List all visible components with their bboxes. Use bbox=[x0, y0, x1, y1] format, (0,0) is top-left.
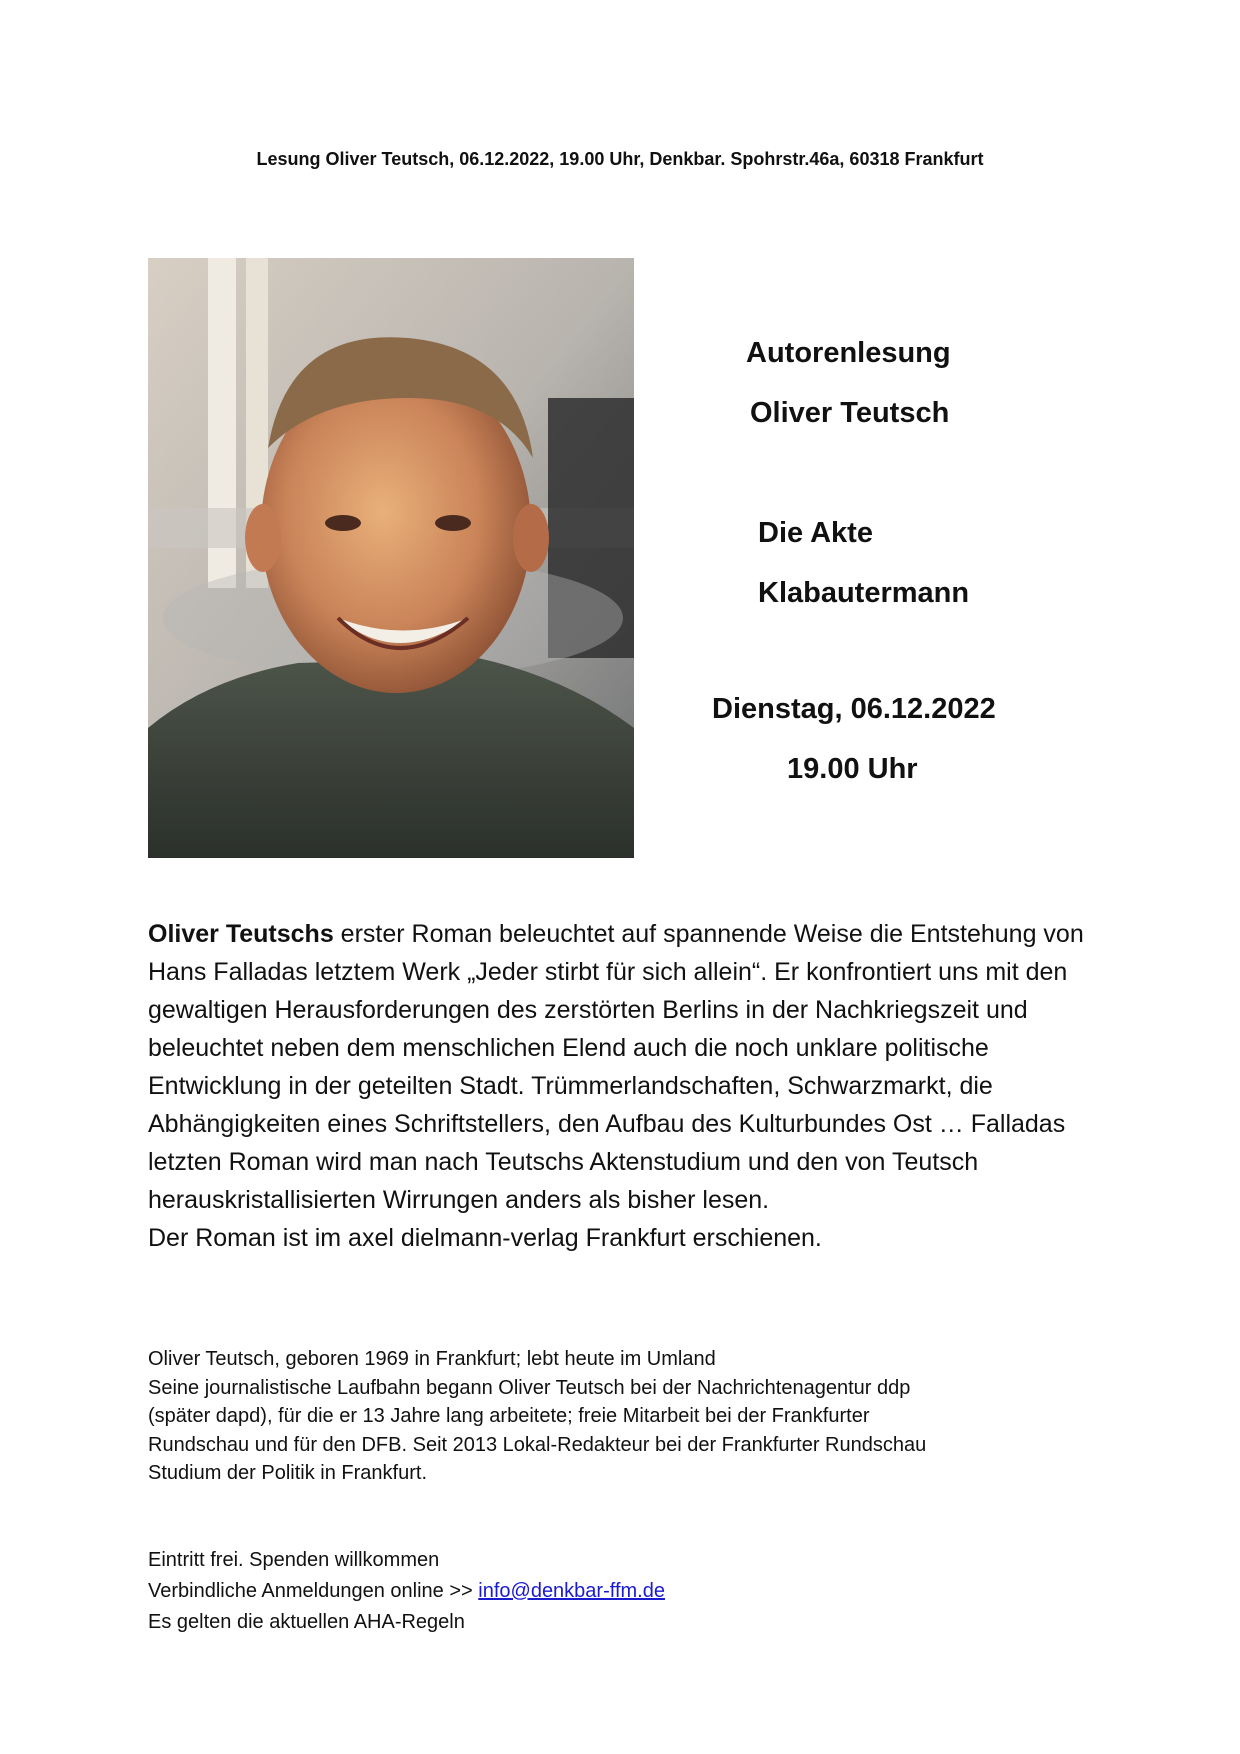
event-type-title: Autorenlesung bbox=[746, 337, 951, 369]
book-description bbox=[148, 915, 1108, 1257]
author-bio bbox=[148, 1345, 1108, 1488]
registration-prefix: Verbindliche Anmeldungen online >> bbox=[148, 1580, 479, 1602]
event-header-line: Lesung Oliver Teutsch, 06.12.2022, 19.00 Uhr, Denkbar. Spohrstr.46a, 60318 Frankfurt bbox=[256, 149, 984, 169]
bio-line: Studium der Politik in Frankfurt. bbox=[148, 1462, 427, 1484]
event-time: 19.00 Uhr bbox=[787, 753, 918, 785]
author-portrait-photo bbox=[148, 258, 634, 858]
entry-info: Eintritt frei. Spenden willkommen bbox=[148, 1549, 440, 1571]
author-lead-name: Oliver Teutschs bbox=[148, 920, 334, 948]
event-info bbox=[148, 1545, 1108, 1638]
author-name-title: Oliver Teutsch bbox=[750, 397, 950, 429]
event-date: Dienstag, 06.12.2022 bbox=[712, 693, 996, 725]
registration-line bbox=[148, 1576, 1108, 1607]
publisher-line: Der Roman ist im axel dielmann-verlag Frankfurt erschienen. bbox=[148, 1224, 822, 1252]
book-title-line1: Die Akte bbox=[758, 517, 873, 549]
bio-line: (später dapd), für die er 13 Jahre lang arbeitete; freie Mitarbeit bei der Frankfurter bbox=[148, 1405, 870, 1427]
bio-line: Oliver Teutsch, geboren 1969 in Frankfurt; lebt heute im Umland bbox=[148, 1348, 716, 1370]
book-title-line2: Klabautermann bbox=[758, 577, 970, 609]
bio-line: Rundschau und für den DFB. Seit 2013 Lokal-Redakteur bei der Frankfurter Rundschau bbox=[148, 1433, 927, 1456]
rules-info: Es gelten die aktuellen AHA-Regeln bbox=[148, 1611, 465, 1633]
email-link[interactable]: info@denkbar-ffm.de bbox=[478, 1580, 665, 1602]
bio-line: Seine journalistische Laufbahn begann Oliver Teutsch bei der Nachrichtenagentur ddp bbox=[148, 1376, 911, 1399]
description-paragraph bbox=[148, 915, 1108, 1219]
description-text: erster Roman beleuchtet auf spannende Weise die Entstehung von Hans Falladas letztem Werk „Jeder stirbt für sich allein“. Er konfrontiert uns mit den gewaltigen Herausforderungen des zerstörten Berlins in der Nachkriegszeit und beleuchtet neben dem menschlichen Elend auch die noch unklare politische Entwicklung in der geteilten Stadt. Trümmerlandschaften, Schwarzmarkt, die Abhängigkeiten eines Schriftstellers, den Aufbau des Kulturbundes Ost … Falladas letzten Roman wird man nach Teutschs Aktenstudium und den von Teutsch herauskristallisierten Wirrungen anders als bisher lesen. bbox=[148, 920, 1084, 1214]
